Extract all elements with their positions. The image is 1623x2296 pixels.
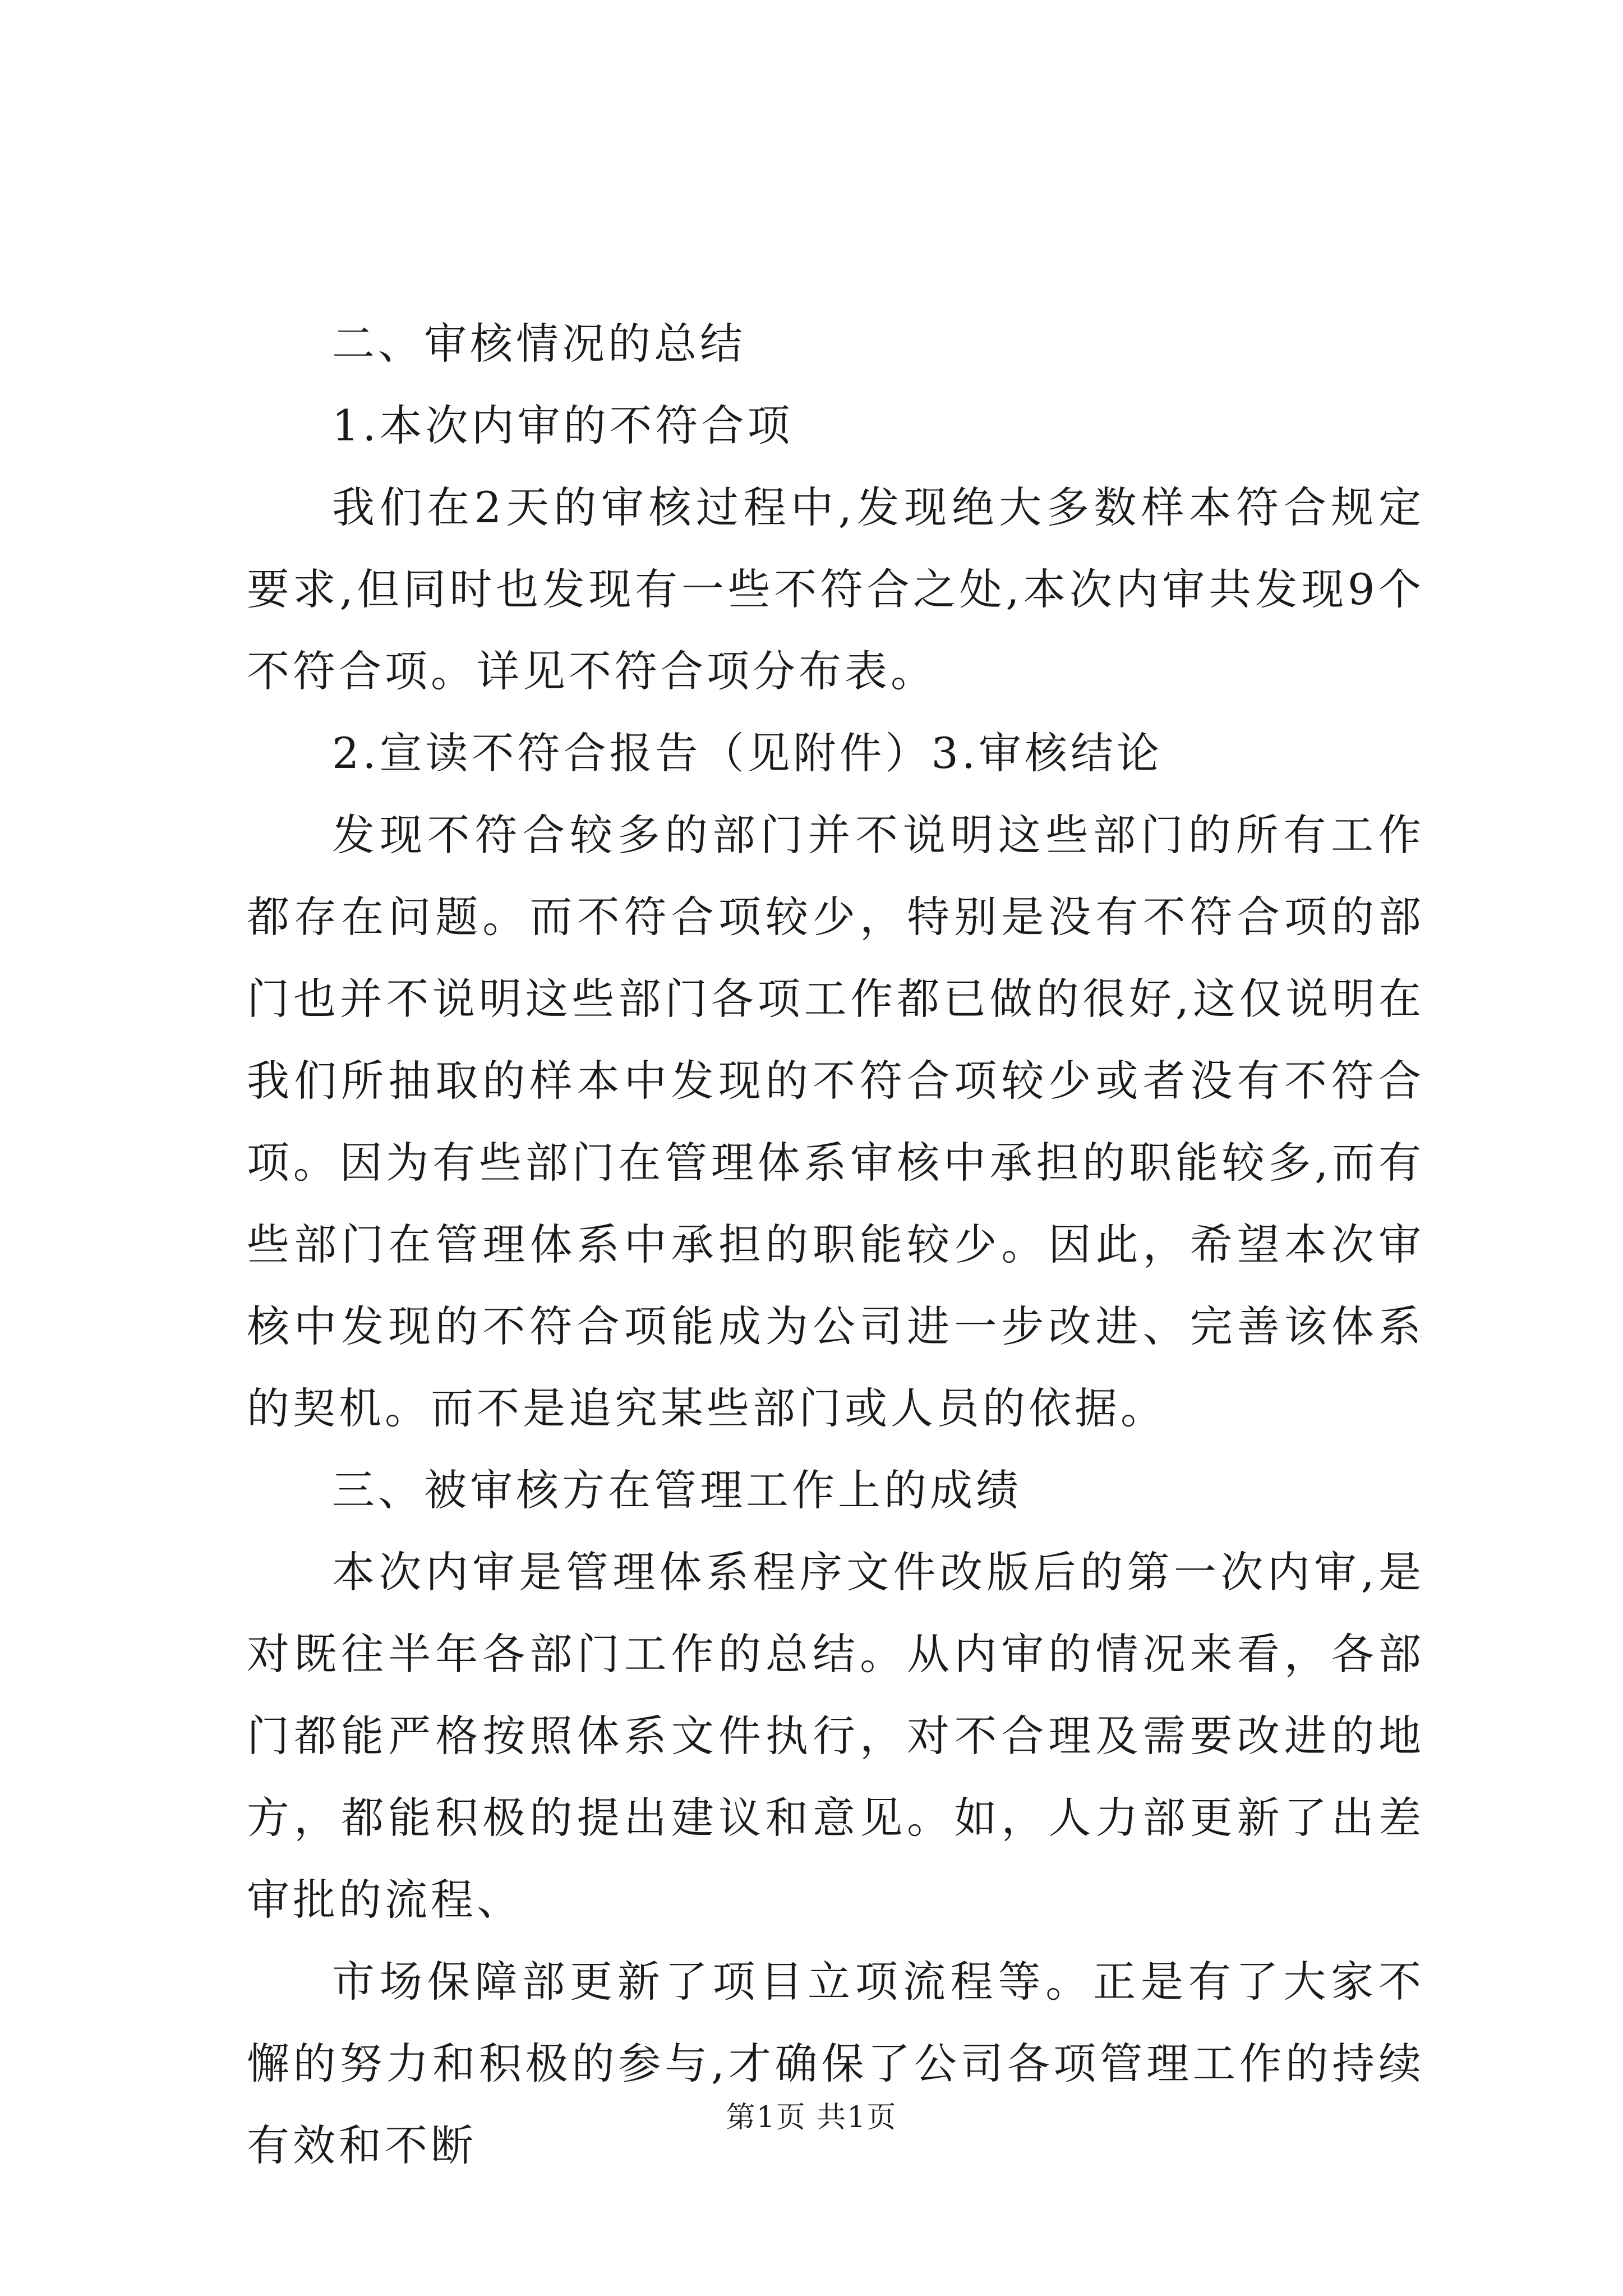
section-heading-two: 二、审核情况的总结 [332,319,746,369]
page-number-footer: 第1页 共1页 [726,2101,897,2134]
subheading-report-and-conclusion: 2.宣读不符合报告（见附件）3.审核结论 [332,728,1163,778]
document-body [247,303,1424,2187]
paragraph-achievements: 本次内审是管理体系程序文件改版后的第一次内审,是对既往半年各部门工作的总结。从内审的情况来看，各部门都能严格按照体系文件执行，对不合理及需要改进的地方，都能积极的提出建议和意见。如，人力部更新了出差审批的流程、 [247,1547,1424,1925]
paragraph-audit-conclusion: 发现不符合较多的部门并不说明这些部门的所有工作都存在问题。而不符合项较少，特别是没有不符合项的部门也并不说明这些部门各项工作都已做的很好,这仅说明在我们所抽取的样本中发现的不符合项较少或者没有不符合项。因为有些部门在管理体系审核中承担的职能较多,而有些部门在管理体系中承担的职能较少。因此，希望本次审核中发现的不符合项能成为公司进一步改进、完善该体系的契机。而不是追究某些部门或人员的依据。 [247,810,1424,1433]
paragraph-audit-findings: 我们在2天的审核过程中,发现绝大多数样本符合规定要求,但同时也发现有一些不符合之处,本次内审共发现9个不符合项。详见不符合项分布表。 [247,482,1424,696]
paragraph-achievements-continued: 市场保障部更新了项目立项流程等。正是有了大家不懈的努力和积极的参与,才确保了公司各项管理工作的持续有效和不断 [247,1957,1424,2170]
section-heading-three: 三、被审核方在管理工作上的成绩 [332,1465,1022,1515]
subheading-nonconformities: 1.本次内审的不符合项 [332,401,794,450]
